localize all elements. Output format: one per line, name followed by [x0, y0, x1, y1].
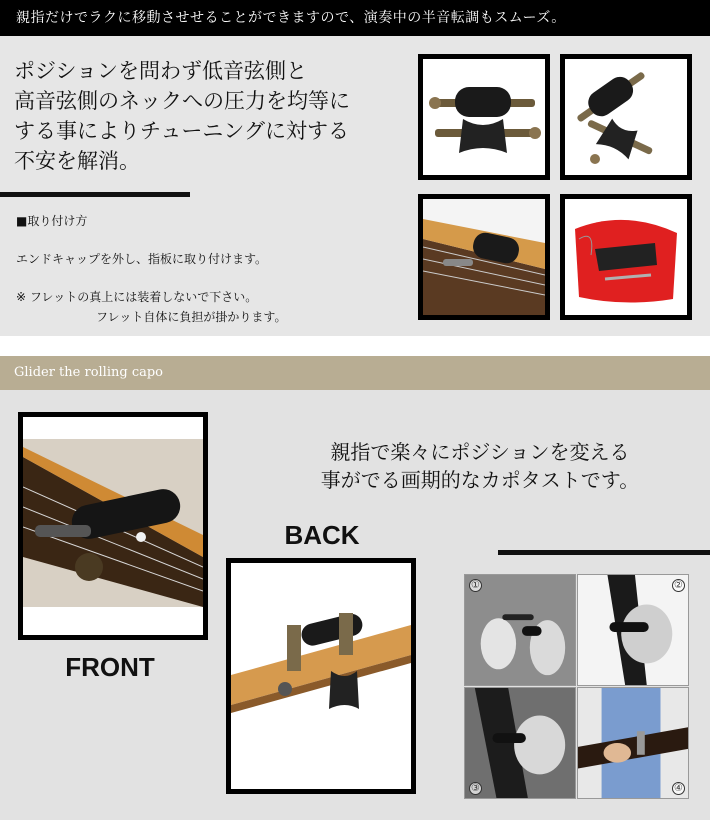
spacer — [0, 336, 710, 356]
divider — [498, 550, 710, 555]
usage-section — [0, 390, 710, 820]
step-number: ② — [672, 579, 685, 592]
capo-front-photo — [18, 412, 208, 640]
lead-text — [14, 56, 414, 176]
step-photo-3 — [464, 687, 576, 799]
capo-parts-photo — [560, 54, 692, 180]
lead-line: する事によりチューニングに対する — [14, 119, 349, 143]
description-line: 親指で楽々にポジションを変える — [330, 440, 630, 464]
capo-package-photo — [560, 194, 692, 320]
top-banner: 親指だけでラクに移動させせることができますので、演奏中の半音転調もスムーズ。 — [0, 0, 710, 36]
intro-section — [0, 36, 710, 336]
mounting-title: ■取り付け方 — [16, 214, 88, 228]
product-description — [270, 438, 690, 494]
step-photo-2 — [577, 574, 689, 686]
note-line: ※ フレットの真上には装着しないで下さい。 — [16, 290, 258, 304]
lead-line: 高音弦側のネックへの圧力を均等に — [14, 89, 350, 113]
step-photo-4 — [577, 687, 689, 799]
lead-line: 不安を解消。 — [14, 149, 140, 173]
product-band: Glider the rolling capo — [0, 356, 710, 390]
capo-back-photo — [226, 558, 416, 794]
back-label: BACK — [284, 520, 360, 550]
lead-line: ポジションを問わず低音弦側と — [14, 59, 308, 83]
step-number: ③ — [469, 782, 482, 795]
divider — [0, 192, 190, 197]
step-number: ④ — [672, 782, 685, 795]
capo-mounted-photo — [418, 194, 550, 320]
step-number: ① — [469, 579, 482, 592]
capo-product-photo — [418, 54, 550, 180]
description-line: 事がでる画期的なカポタストです。 — [320, 468, 640, 492]
mounting-text: エンドキャップを外し、指板に取り付けます。 — [16, 252, 268, 266]
front-label: FRONT — [65, 652, 155, 682]
note-line: フレット自体に負担が掛かります。 — [96, 310, 287, 324]
step-photo-1 — [464, 574, 576, 686]
